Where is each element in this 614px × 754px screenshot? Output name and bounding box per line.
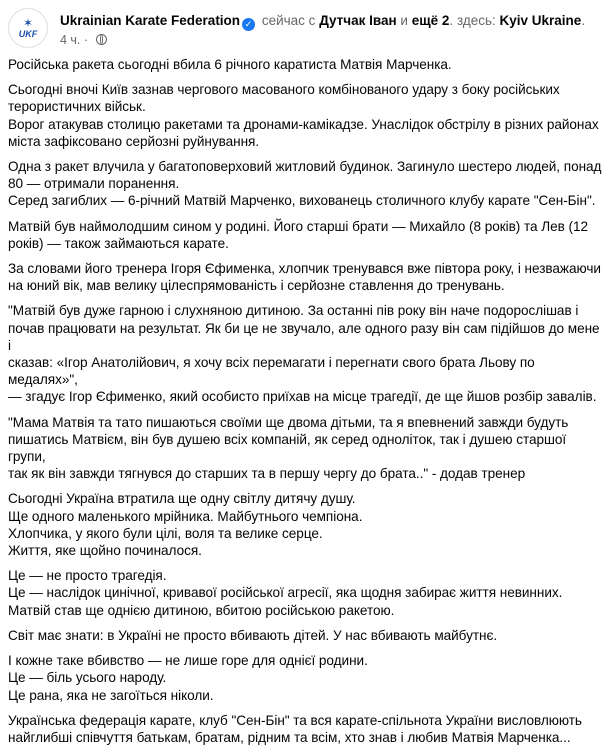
location-link[interactable]: Kyiv Ukraine (499, 13, 582, 28)
meta-separator: · (83, 33, 89, 47)
post-header (8, 8, 606, 52)
post-meta (60, 32, 107, 48)
post-paragraph: Сьогодні вночі Київ зазнав чергового масованого комбінованого удару з боку російських терористичних військ. Ворог атакував столицю ракетами та дронами-камікадзе. Унаслідок обстрілу в різних районах міста зафіксовано серйозні руйнування. (8, 82, 599, 149)
post-paragraph: За словами його тренера Ігоря Єфименка, хлопчик тренувався вже півтора року, і незважаючи на юний вік, мав велику цілеспрямованість і серйозне ставлення до тренувань. (8, 261, 601, 294)
others-link[interactable]: ещё 2 (411, 13, 450, 28)
post-paragraph: "Матвій був дуже гарною і слухняною дитиною. За останні пів року він наче подорослішав і почав працювати на результат. Як би це не звучало, але одного разу він сам підійшов до мене і сказав: «Ігор Анатолійович, я хочу всіх перемагати і перегнати свого брата Льову по медалях»", — згадує Ігор Єфименко, який особисто приїхав на місце трагедії, де ще йшов розбір завалів. (8, 303, 600, 405)
post-paragraph: Світ має знати: в Україні не просто вбивають дітей. У нас вбивають майбутнє. (8, 627, 498, 643)
post-paragraph: "Мама Матвія та тато пишаються своїми ще двома дітьми, та я впевнений завжди будуть пишатись Матвієм, він був душею всіх компаній, як серед однолітoк, так і душею старшої групи, так як він завжди тягнувся до старших та в першу чергу до брата.." - додав тренер (8, 414, 569, 482)
post-paragraph: Російська ракета сьогодні вбила 6 річного каратиста Матвія Марченка. (8, 57, 452, 72)
post-paragraph: Одна з ракет влучила у багатоповерховий житловий будинок. Загинуло шестеро людей, понад 80 — отримали поранення. Серед загиблих — 6-річний Матвій Марченко, вихованець столичного клубу карате "Сен-Бін". (8, 159, 602, 209)
with-prefix: сейчас с (261, 13, 316, 28)
post-paragraph: Сьогодні Україна втратила ще одну світлу дитячу душу. Ще одного маленького мрійника. Майбутнього чемпіона. Хлопчика, у якого були цілі, воля та велике серце. Життя, яке щойно починалося. (8, 491, 363, 559)
post-paragraph: Це — не просто трагедія. Це — наслідок цинічної, кривавої російської агресії, яка щодня забирає життя невинних. Матвій став ще однією дитиною, вбитою російською ракетою. (8, 568, 563, 618)
post-timestamp[interactable]: 4 ч. (60, 33, 81, 47)
post-body (8, 56, 606, 754)
karate-logo-icon: ✶ (22, 16, 34, 30)
post-paragraph: Українська федерація карате, клуб "Сен-Бін" та вся карате-спільнота України висловлюють найглибші співчуття батькам, братам, рідним та всім, хто знав і любив Матвія Марченка... (8, 712, 582, 745)
location-prefix: здесь: (456, 13, 496, 28)
page-avatar[interactable] (8, 8, 48, 48)
post-paragraph: Матвій був наймолодшим сином у родині. Його старші брати — Михайло (8 років) та Лев (12 років) — також займаються карате. (8, 218, 589, 251)
post-paragraph: І кожне таке вбивство — не лише горе для однієї родини. Це — біль усього народу. Це рана, яка не загоїться ніколи. (8, 653, 368, 703)
globe-icon[interactable] (96, 34, 107, 45)
avatar-text: UKF (18, 29, 38, 39)
and-text: и (400, 13, 408, 28)
post-title-line: Ukrainian Karate Federation ✓ сейчас с Дутчак Іван и ещё 2. здесь: Kyiv Ukraine. (60, 13, 586, 29)
page-name-link[interactable]: Ukrainian Karate Federation (60, 13, 241, 28)
verified-badge-icon: ✓ (242, 18, 255, 31)
tagged-person-link[interactable]: Дутчак Іван (319, 13, 397, 28)
